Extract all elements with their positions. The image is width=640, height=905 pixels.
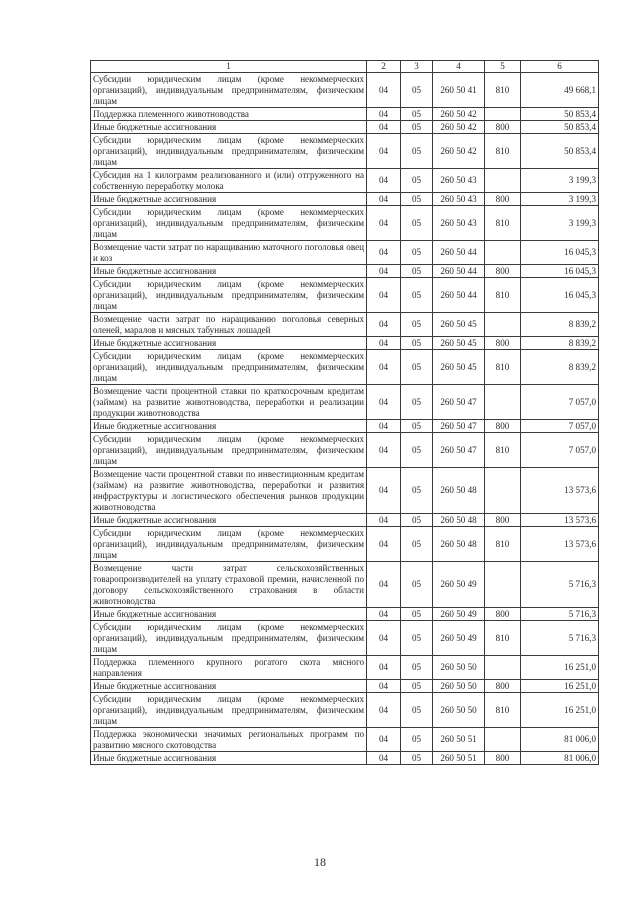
row-name-cell: Поддержка экономически значимых региональных программ по развитию мясного скотоводства bbox=[91, 728, 367, 752]
amount-cell: 16 045,3 bbox=[521, 278, 599, 313]
row-name-cell: Субсидии юридическим лицам (кроме некоммерческих организаций), индивидуальным предпринимателям, физическим лицам bbox=[91, 206, 367, 241]
page-number: 18 bbox=[314, 855, 326, 869]
row-name-cell: Субсидии юридическим лицам (кроме некоммерческих организаций), индивидуальным предпринимателям, физическим лицам bbox=[91, 134, 367, 169]
table-row bbox=[91, 265, 599, 278]
amount-cell: 8 839,2 bbox=[521, 350, 599, 385]
section-cell: 04 bbox=[367, 193, 401, 206]
expense-type-cell bbox=[485, 562, 521, 608]
row-name-cell: Возмещение части затрат по наращиванию маточного поголовья овец и коз bbox=[91, 241, 367, 265]
target-article-cell: 260 50 49 bbox=[433, 562, 485, 608]
table-row bbox=[91, 169, 599, 193]
column-header: 3 bbox=[401, 61, 433, 73]
target-article-cell: 260 50 50 bbox=[433, 680, 485, 693]
amount-cell: 8 839,2 bbox=[521, 313, 599, 337]
column-header: 5 bbox=[485, 61, 521, 73]
section-cell: 04 bbox=[367, 169, 401, 193]
expense-type-cell bbox=[485, 241, 521, 265]
target-article-cell: 260 50 48 bbox=[433, 468, 485, 514]
target-article-cell: 260 50 42 bbox=[433, 134, 485, 169]
column-header: 6 bbox=[521, 61, 599, 73]
target-article-cell: 260 50 44 bbox=[433, 278, 485, 313]
amount-cell: 8 839,2 bbox=[521, 337, 599, 350]
section-cell: 04 bbox=[367, 206, 401, 241]
table-row bbox=[91, 621, 599, 656]
section-cell: 04 bbox=[367, 680, 401, 693]
target-article-cell: 260 50 44 bbox=[433, 265, 485, 278]
table-row bbox=[91, 680, 599, 693]
table-row bbox=[91, 562, 599, 608]
subsection-cell: 05 bbox=[401, 350, 433, 385]
subsection-cell: 05 bbox=[401, 468, 433, 514]
column-header: 1 bbox=[91, 61, 367, 73]
amount-cell: 50 853,4 bbox=[521, 108, 599, 121]
row-name-cell: Субсидии юридическим лицам (кроме некоммерческих организаций), индивидуальным предпринимателям, физическим лицам bbox=[91, 350, 367, 385]
subsection-cell: 05 bbox=[401, 134, 433, 169]
section-cell: 04 bbox=[367, 468, 401, 514]
table-row bbox=[91, 728, 599, 752]
table-row bbox=[91, 337, 599, 350]
amount-cell: 16 045,3 bbox=[521, 265, 599, 278]
section-cell: 04 bbox=[367, 313, 401, 337]
target-article-cell: 260 50 50 bbox=[433, 656, 485, 680]
row-name-cell: Возмещение части процентной ставки по инвестиционным кредитам (займам) на развитие животноводства, переработки и развития инфраструктуры и логистического обеспечения рынков продукции животноводства bbox=[91, 468, 367, 514]
subsection-cell: 05 bbox=[401, 313, 433, 337]
row-name-cell: Иные бюджетные ассигнования bbox=[91, 514, 367, 527]
amount-cell: 49 668,1 bbox=[521, 73, 599, 108]
expense-type-cell: 800 bbox=[485, 265, 521, 278]
section-cell: 04 bbox=[367, 433, 401, 468]
subsection-cell: 05 bbox=[401, 527, 433, 562]
row-name-cell: Иные бюджетные ассигнования bbox=[91, 121, 367, 134]
amount-cell: 16 251,0 bbox=[521, 693, 599, 728]
target-article-cell: 260 50 47 bbox=[433, 385, 485, 420]
row-name-cell: Возмещение части затрат по наращиванию поголовья северных оленей, маралов и мясных табунных лошадей bbox=[91, 313, 367, 337]
table-row bbox=[91, 514, 599, 527]
row-name-cell: Субсидии юридическим лицам (кроме некоммерческих организаций), индивидуальным предпринимателям, физическим лицам bbox=[91, 278, 367, 313]
target-article-cell: 260 50 50 bbox=[433, 693, 485, 728]
amount-cell: 50 853,4 bbox=[521, 121, 599, 134]
amount-cell: 16 251,0 bbox=[521, 680, 599, 693]
row-name-cell: Иные бюджетные ассигнования bbox=[91, 752, 367, 765]
subsection-cell: 05 bbox=[401, 680, 433, 693]
row-name-cell: Субсидия на 1 килограмм реализованного и (или) отгруженного на собственную переработку молока bbox=[91, 169, 367, 193]
expense-type-cell: 810 bbox=[485, 527, 521, 562]
row-name-cell: Субсидии юридическим лицам (кроме некоммерческих организаций), индивидуальным предпринимателям, физическим лицам bbox=[91, 433, 367, 468]
table-row bbox=[91, 73, 599, 108]
expense-type-cell bbox=[485, 108, 521, 121]
subsection-cell: 05 bbox=[401, 621, 433, 656]
subsection-cell: 05 bbox=[401, 562, 433, 608]
section-cell: 04 bbox=[367, 562, 401, 608]
expense-type-cell: 810 bbox=[485, 350, 521, 385]
subsection-cell: 05 bbox=[401, 108, 433, 121]
table-row bbox=[91, 134, 599, 169]
target-article-cell: 260 50 51 bbox=[433, 728, 485, 752]
table-row bbox=[91, 206, 599, 241]
table-row bbox=[91, 385, 599, 420]
row-name-cell: Иные бюджетные ассигнования bbox=[91, 420, 367, 433]
section-cell: 04 bbox=[367, 265, 401, 278]
amount-cell: 5 716,3 bbox=[521, 608, 599, 621]
section-cell: 04 bbox=[367, 134, 401, 169]
table-header-row bbox=[91, 61, 599, 73]
amount-cell: 13 573,6 bbox=[521, 514, 599, 527]
subsection-cell: 05 bbox=[401, 169, 433, 193]
target-article-cell: 260 50 43 bbox=[433, 193, 485, 206]
expense-type-cell bbox=[485, 728, 521, 752]
table-row bbox=[91, 313, 599, 337]
expense-type-cell: 810 bbox=[485, 73, 521, 108]
target-article-cell: 260 50 49 bbox=[433, 621, 485, 656]
target-article-cell: 260 50 43 bbox=[433, 169, 485, 193]
table-row bbox=[91, 752, 599, 765]
expense-type-cell: 800 bbox=[485, 420, 521, 433]
amount-cell: 7 057,0 bbox=[521, 433, 599, 468]
expense-type-cell: 800 bbox=[485, 680, 521, 693]
table-row bbox=[91, 241, 599, 265]
row-name-cell: Иные бюджетные ассигнования bbox=[91, 337, 367, 350]
section-cell: 04 bbox=[367, 752, 401, 765]
expense-type-cell: 800 bbox=[485, 752, 521, 765]
target-article-cell: 260 50 48 bbox=[433, 514, 485, 527]
section-cell: 04 bbox=[367, 621, 401, 656]
subsection-cell: 05 bbox=[401, 385, 433, 420]
row-name-cell: Возмещение части процентной ставки по краткосрочным кредитам (займам) на развитие животноводства, переработки и реализации продукции животноводства bbox=[91, 385, 367, 420]
table-row bbox=[91, 468, 599, 514]
section-cell: 04 bbox=[367, 656, 401, 680]
target-article-cell: 260 50 47 bbox=[433, 433, 485, 468]
subsection-cell: 05 bbox=[401, 278, 433, 313]
amount-cell: 50 853,4 bbox=[521, 134, 599, 169]
expense-type-cell bbox=[485, 468, 521, 514]
row-name-cell: Поддержка племенного животноводства bbox=[91, 108, 367, 121]
section-cell: 04 bbox=[367, 337, 401, 350]
expense-type-cell bbox=[485, 313, 521, 337]
row-name-cell: Субсидии юридическим лицам (кроме некоммерческих организаций), индивидуальным предпринимателям, физическим лицам bbox=[91, 621, 367, 656]
expense-type-cell bbox=[485, 385, 521, 420]
target-article-cell: 260 50 45 bbox=[433, 313, 485, 337]
target-article-cell: 260 50 45 bbox=[433, 350, 485, 385]
subsection-cell: 05 bbox=[401, 337, 433, 350]
target-article-cell: 260 50 45 bbox=[433, 337, 485, 350]
section-cell: 04 bbox=[367, 514, 401, 527]
row-name-cell: Субсидии юридическим лицам (кроме некоммерческих организаций), индивидуальным предпринимателям, физическим лицам bbox=[91, 527, 367, 562]
section-cell: 04 bbox=[367, 728, 401, 752]
target-article-cell: 260 50 41 bbox=[433, 73, 485, 108]
target-article-cell: 260 50 48 bbox=[433, 527, 485, 562]
subsection-cell: 05 bbox=[401, 656, 433, 680]
subsection-cell: 05 bbox=[401, 73, 433, 108]
subsection-cell: 05 bbox=[401, 752, 433, 765]
amount-cell: 13 573,6 bbox=[521, 527, 599, 562]
subsection-cell: 05 bbox=[401, 206, 433, 241]
amount-cell: 5 716,3 bbox=[521, 562, 599, 608]
expense-type-cell: 800 bbox=[485, 608, 521, 621]
section-cell: 04 bbox=[367, 420, 401, 433]
table-row bbox=[91, 193, 599, 206]
section-cell: 04 bbox=[367, 350, 401, 385]
amount-cell: 7 057,0 bbox=[521, 420, 599, 433]
table-row bbox=[91, 433, 599, 468]
table-row bbox=[91, 608, 599, 621]
row-name-cell: Иные бюджетные ассигнования bbox=[91, 265, 367, 278]
expense-type-cell: 800 bbox=[485, 193, 521, 206]
expense-type-cell bbox=[485, 169, 521, 193]
section-cell: 04 bbox=[367, 278, 401, 313]
row-name-cell: Поддержка племенного крупного рогатого скота мясного направления bbox=[91, 656, 367, 680]
expense-type-cell: 810 bbox=[485, 134, 521, 169]
amount-cell: 81 006,0 bbox=[521, 752, 599, 765]
expense-type-cell: 810 bbox=[485, 621, 521, 656]
subsection-cell: 05 bbox=[401, 265, 433, 278]
expense-type-cell: 800 bbox=[485, 337, 521, 350]
row-name-cell: Иные бюджетные ассигнования bbox=[91, 608, 367, 621]
subsection-cell: 05 bbox=[401, 728, 433, 752]
column-header: 2 bbox=[367, 61, 401, 73]
row-name-cell: Субсидии юридическим лицам (кроме некоммерческих организаций), индивидуальным предпринимателям, физическим лицам bbox=[91, 693, 367, 728]
subsection-cell: 05 bbox=[401, 433, 433, 468]
amount-cell: 3 199,3 bbox=[521, 193, 599, 206]
target-article-cell: 260 50 42 bbox=[433, 108, 485, 121]
amount-cell: 16 045,3 bbox=[521, 241, 599, 265]
expense-type-cell bbox=[485, 656, 521, 680]
column-header: 4 bbox=[433, 61, 485, 73]
section-cell: 04 bbox=[367, 385, 401, 420]
expense-type-cell: 810 bbox=[485, 693, 521, 728]
subsection-cell: 05 bbox=[401, 693, 433, 728]
subsection-cell: 05 bbox=[401, 121, 433, 134]
amount-cell: 16 251,0 bbox=[521, 656, 599, 680]
target-article-cell: 260 50 44 bbox=[433, 241, 485, 265]
amount-cell: 5 716,3 bbox=[521, 621, 599, 656]
subsection-cell: 05 bbox=[401, 514, 433, 527]
expense-type-cell: 810 bbox=[485, 278, 521, 313]
expense-type-cell: 800 bbox=[485, 121, 521, 134]
amount-cell: 81 006,0 bbox=[521, 728, 599, 752]
section-cell: 04 bbox=[367, 241, 401, 265]
subsection-cell: 05 bbox=[401, 241, 433, 265]
subsection-cell: 05 bbox=[401, 193, 433, 206]
section-cell: 04 bbox=[367, 121, 401, 134]
table-row bbox=[91, 278, 599, 313]
target-article-cell: 260 50 43 bbox=[433, 206, 485, 241]
table-row bbox=[91, 527, 599, 562]
subsection-cell: 05 bbox=[401, 420, 433, 433]
expense-type-cell: 810 bbox=[485, 433, 521, 468]
amount-cell: 3 199,3 bbox=[521, 169, 599, 193]
table-row bbox=[91, 656, 599, 680]
row-name-cell: Субсидии юридическим лицам (кроме некоммерческих организаций), индивидуальным предпринимателям, физическим лицам bbox=[91, 73, 367, 108]
section-cell: 04 bbox=[367, 693, 401, 728]
table-row bbox=[91, 108, 599, 121]
subsection-cell: 05 bbox=[401, 608, 433, 621]
row-name-cell: Иные бюджетные ассигнования bbox=[91, 680, 367, 693]
target-article-cell: 260 50 47 bbox=[433, 420, 485, 433]
section-cell: 04 bbox=[367, 73, 401, 108]
budget-table bbox=[90, 60, 599, 765]
table-row bbox=[91, 693, 599, 728]
section-cell: 04 bbox=[367, 608, 401, 621]
section-cell: 04 bbox=[367, 108, 401, 121]
amount-cell: 7 057,0 bbox=[521, 385, 599, 420]
row-name-cell: Возмещение части затрат сельскохозяйственных товаропроизводителей на уплату страховой премии, начисленной по договору сельскохозяйственного страхования в области животноводства bbox=[91, 562, 367, 608]
target-article-cell: 260 50 49 bbox=[433, 608, 485, 621]
expense-type-cell: 810 bbox=[485, 206, 521, 241]
table-row bbox=[91, 420, 599, 433]
section-cell: 04 bbox=[367, 527, 401, 562]
table-row bbox=[91, 350, 599, 385]
target-article-cell: 260 50 51 bbox=[433, 752, 485, 765]
amount-cell: 3 199,3 bbox=[521, 206, 599, 241]
table-row bbox=[91, 121, 599, 134]
amount-cell: 13 573,6 bbox=[521, 468, 599, 514]
target-article-cell: 260 50 42 bbox=[433, 121, 485, 134]
row-name-cell: Иные бюджетные ассигнования bbox=[91, 193, 367, 206]
expense-type-cell: 800 bbox=[485, 514, 521, 527]
